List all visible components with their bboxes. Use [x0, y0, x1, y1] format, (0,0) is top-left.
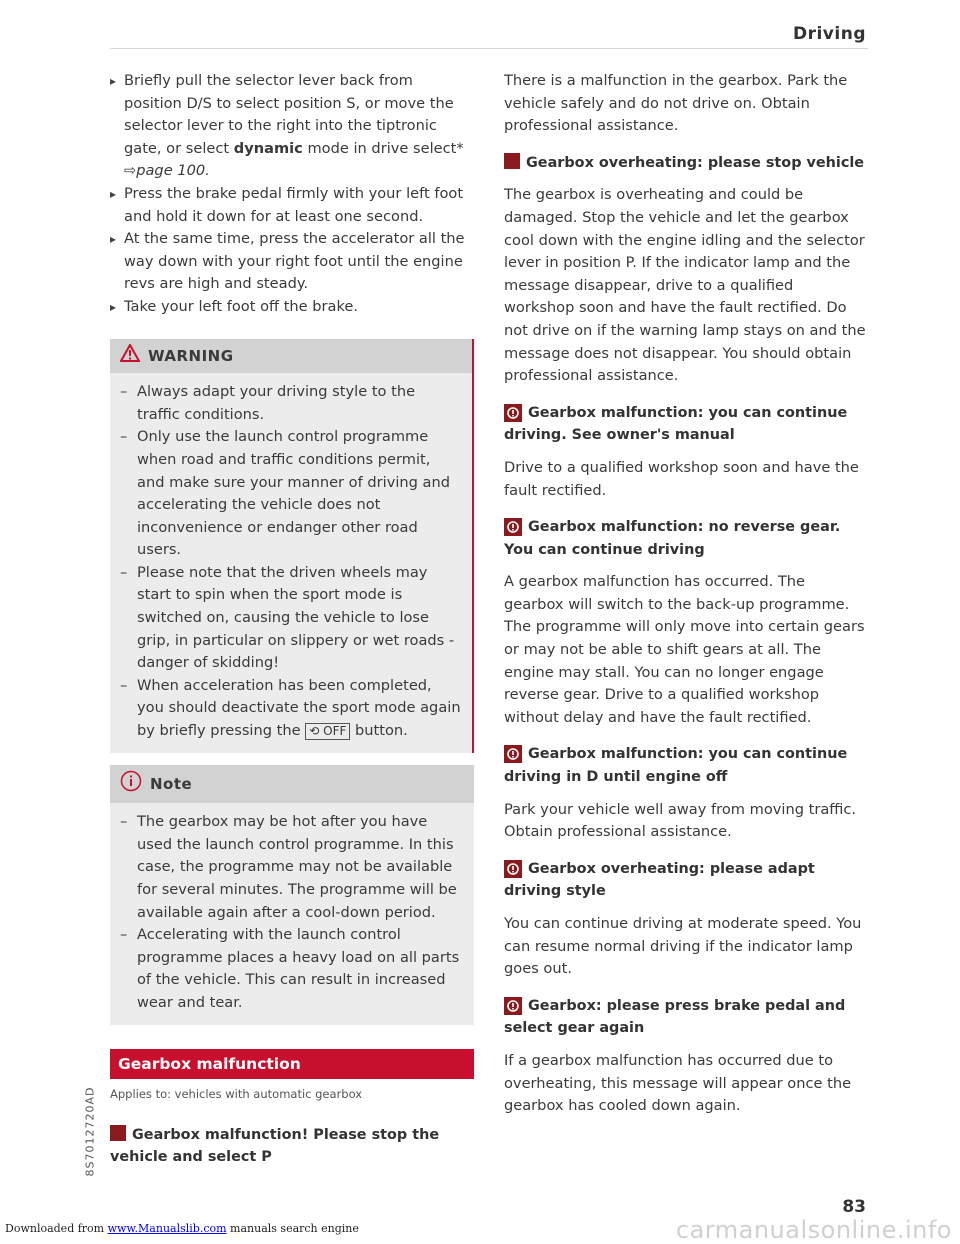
warning-title: WARNING — [148, 346, 234, 365]
section-heading: Gearbox malfunction — [110, 1049, 474, 1080]
instruction-item: ▸ Press the brake pedal firmly with your left foot and hold it down for at least one second. — [110, 183, 474, 228]
instruction-item: ▸ At the same time, press the accelerator all the way down with your right foot until the engine revs are high and steady. — [110, 228, 474, 296]
body-paragraph: If a gearbox malfunction has occurred due to overheating, this message will appear once the gearbox has cooled down again. — [504, 1051, 852, 1115]
red-warning-lamp-icon — [504, 153, 520, 169]
header-rule — [110, 48, 868, 49]
body-paragraph: A gearbox malfunction has occurred. The gearbox will switch to the back-up programme. The programme will only move into certain gears or may not be able to shift gears at all. The engine may stall. You can no longer engage reverse gear. Drive to a qualified workshop without delay and have the fault rectified. — [504, 573, 865, 726]
warning-item: – Always adapt your driving style to the traffic conditions. — [120, 381, 462, 426]
download-note: Downloaded from www.Manualslib.com manuals search engine — [5, 1222, 359, 1235]
body-paragraph: You can continue driving at moderate speed. You can resume normal driving if the indicator lamp goes out. — [504, 915, 862, 978]
note-list — [120, 811, 464, 1014]
gearbox-warning-icon — [504, 860, 522, 878]
warning-box — [110, 339, 474, 753]
instruction-list — [110, 70, 474, 319]
message-heading: Gearbox: please press brake pedal and select gear again — [504, 997, 846, 1037]
document-id: 8S7012720AD — [83, 1086, 97, 1177]
warning-item: – Please note that the driven wheels may start to spin when the sport mode is switched on, causing the vehicle to lose grip, in particular on slippery or wet roads - danger of skidding! — [120, 562, 462, 675]
warning-header — [110, 339, 472, 374]
page-section-title: Driving — [792, 24, 866, 44]
gearbox-warning-icon — [504, 404, 522, 422]
body-paragraph: The gearbox is overheating and could be damaged. Stop the vehicle and let the gearbox cool down with the engine idling and the selector lever in position P. If the indicator lamp and the message disappear, drive to a qualified workshop soon and have the fault rectified. Do not drive on if the warning lamp stays on and the message does not disappear. You should obtain professional assistance. — [504, 186, 866, 385]
stability-icon: ⟲ — [309, 724, 320, 739]
right-column — [504, 70, 868, 1128]
message-heading: Gearbox malfunction: you can continue driving in D until engine off — [504, 746, 848, 786]
note-box — [110, 765, 474, 1025]
info-icon — [120, 770, 142, 799]
note-header — [110, 765, 474, 804]
warning-item: – When acceleration has been completed, you should deactivate the sport mode again by briefly pressing the ⟲ OFF button. — [120, 675, 462, 743]
instruction-item: ▸ Take your left foot off the brake. — [110, 296, 474, 319]
note-item: – Accelerating with the launch control programme places a heavy load on all parts of the vehicle. This can result in increased wear and tear. — [120, 924, 464, 1014]
left-column — [110, 70, 474, 1179]
message-heading: Gearbox overheating: please adapt driving style — [504, 860, 815, 900]
instruction-item: ▸ Briefly pull the selector lever back from position D/S to select position S, or move the selector lever to the right into the tiptronic gate, or select dynamic mode in drive select* ⇨page 100. — [110, 70, 474, 183]
note-title: Note — [150, 774, 193, 793]
message-heading: Gearbox overheating: please stop vehicle — [504, 152, 868, 175]
body-paragraph: Park your vehicle well away from moving traffic. Obtain professional assistance. — [504, 800, 857, 841]
warning-triangle-icon — [120, 344, 140, 369]
warning-item: – Only use the launch control programme when road and traffic conditions permit, and make sure your manner of driving and accelerating the vehicle does not inconvenience or endanger other road users. — [120, 426, 462, 562]
watermark: carmanualsonline.info — [675, 1216, 952, 1244]
applies-to-note: Applies to: vehicles with automatic gearbox — [110, 1087, 363, 1102]
body-paragraph: There is a malfunction in the gearbox. Park the vehicle safely and do not drive on. Obtain professional assistance. — [504, 72, 848, 135]
gearbox-warning-icon — [504, 997, 522, 1015]
message-heading: Gearbox malfunction! Please stop the vehicle and select P — [110, 1126, 440, 1166]
manualslib-link[interactable]: www.Manualslib.com — [107, 1222, 227, 1235]
download-footer — [0, 1218, 960, 1242]
message-heading: Gearbox malfunction: no reverse gear. You can continue driving — [504, 519, 841, 558]
note-item: – The gearbox may be hot after you have used the launch control programme. In this case, the programme may not be available for several minutes. The programme will be available again after a cool-down period. — [120, 811, 464, 924]
gearbox-warning-icon — [504, 518, 522, 536]
page-number: 83 — [842, 1197, 866, 1217]
body-paragraph: Drive to a qualified workshop soon and have the fault rectified. — [504, 458, 859, 499]
esc-off-key: ⟲ OFF — [305, 723, 350, 740]
message-heading: Gearbox malfunction: you can continue driving. See owner's manual — [504, 404, 848, 444]
page-reference-link[interactable]: ⇨page 100. — [124, 162, 210, 180]
gearbox-warning-icon — [504, 745, 522, 763]
warning-list — [120, 381, 462, 743]
red-warning-lamp-icon — [110, 1125, 126, 1141]
